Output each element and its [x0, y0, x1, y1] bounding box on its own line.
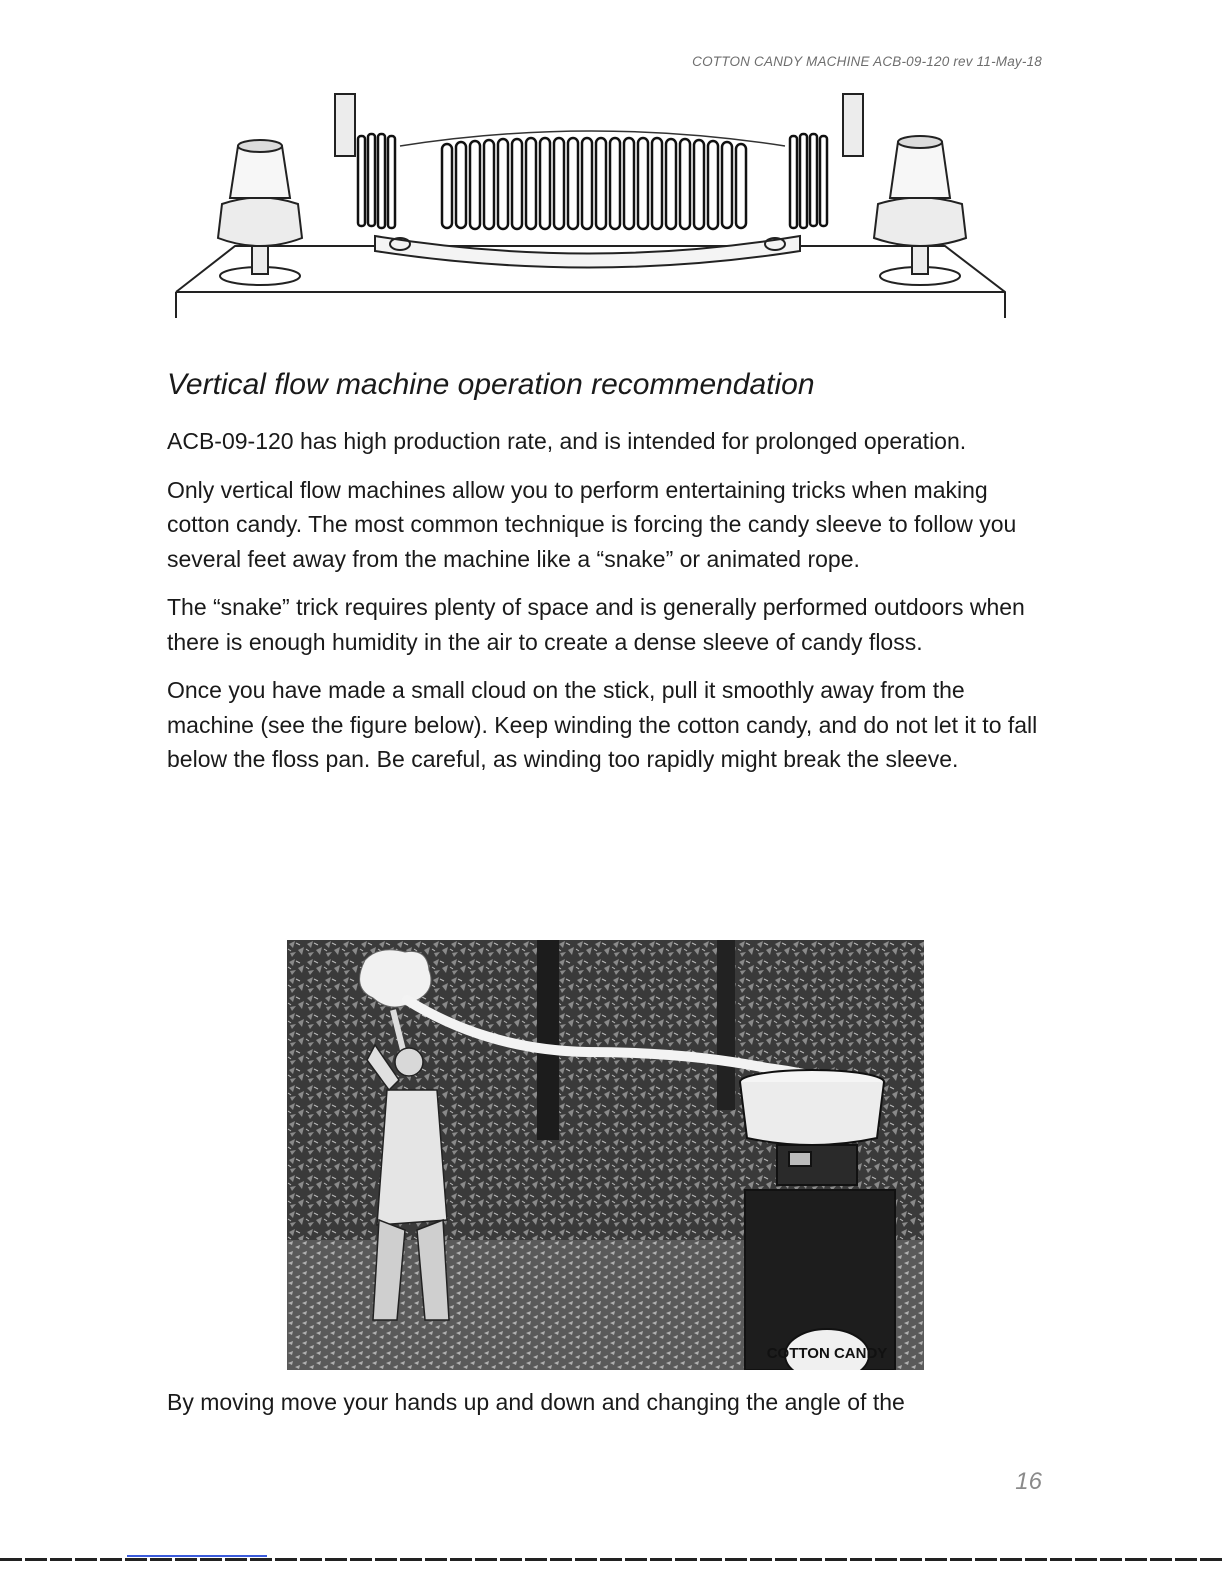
paragraph: Only vertical flow machines allow you to perform entertaining tricks when making cotton candy. The most common technique is forcing the candy sleeve to follow you several feet away from the machine like a “snake” or animated rope. [167, 476, 1017, 572]
machine-diagram [160, 86, 1020, 322]
body-text [167, 424, 1047, 791]
paragraph: ACB-09-120 has high production rate, and is intended for prolonged operation. [167, 428, 967, 454]
running-header: COTTON CANDY MACHINE ACB-09-120 rev 11-May-18 [692, 54, 1042, 69]
section-heading: Vertical flow machine operation recommendation [167, 368, 815, 401]
paragraph: The “snake” trick requires plenty of space and is generally performed outdoors when there is enough humidity in the air to create a dense sleeve of candy floss. [167, 594, 1025, 655]
paragraph: Once you have made a small cloud on the stick, pull it smoothly away from the machine (see the figure below). Keep winding the cotton candy, and do not let it to fall below the floss pan. Be careful, as winding too rapidly might break the sleeve. [167, 677, 1038, 772]
snake-trick-photo [287, 940, 924, 1370]
continuation-text: By moving move your hands up and down and changing the angle of the [167, 1389, 905, 1415]
cart-logo-text: COTTON CANDY [766, 1345, 888, 1362]
page-number: 16 [1015, 1468, 1042, 1495]
bottom-link-underline [127, 1555, 267, 1557]
bottom-rule [0, 1558, 1225, 1561]
